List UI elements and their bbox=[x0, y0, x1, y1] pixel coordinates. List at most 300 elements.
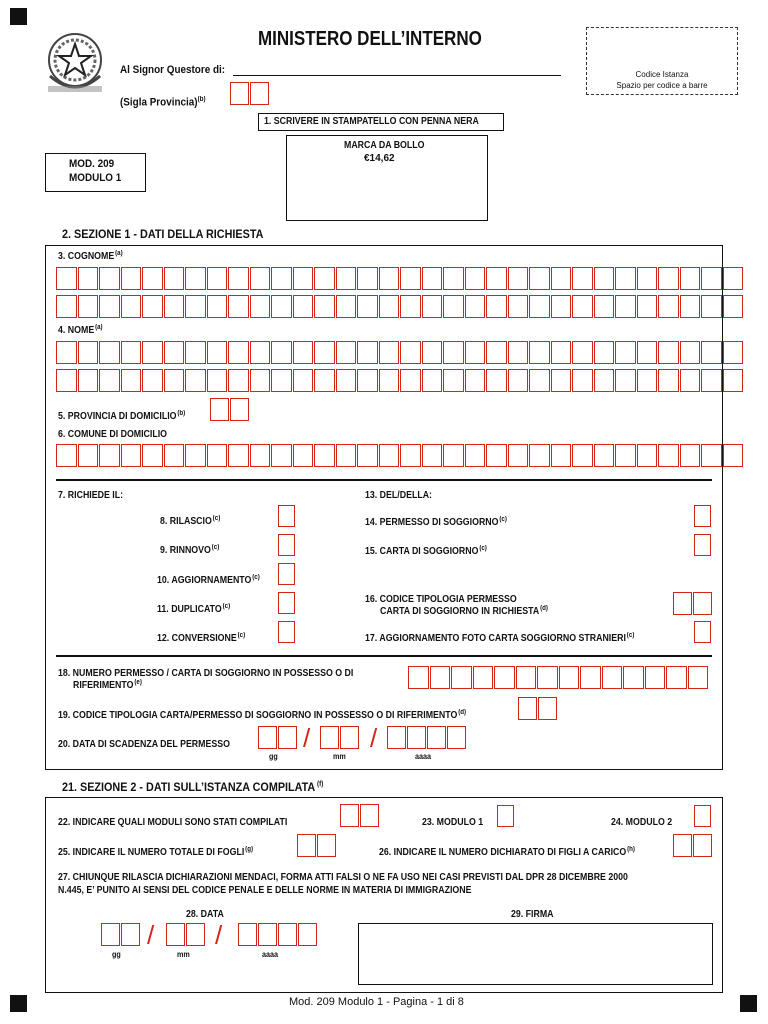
data20-aaaa[interactable] bbox=[387, 726, 466, 749]
conversione-checkbox[interactable] bbox=[278, 621, 295, 643]
char-box[interactable] bbox=[580, 666, 601, 689]
date-separator: / bbox=[147, 920, 155, 950]
cod19-boxes[interactable] bbox=[518, 697, 557, 720]
fogli25-text: 25. INDICARE IL NUMERO TOTALE DI FOGLI bbox=[58, 847, 245, 858]
cod19-note: (d) bbox=[458, 709, 467, 716]
char-box[interactable] bbox=[422, 341, 443, 364]
char-box[interactable] bbox=[701, 295, 722, 318]
char-box[interactable] bbox=[357, 295, 378, 318]
char-box[interactable] bbox=[508, 444, 529, 467]
char-box[interactable] bbox=[443, 444, 464, 467]
char-box[interactable] bbox=[56, 341, 77, 364]
char-box[interactable] bbox=[228, 295, 249, 318]
char-box[interactable] bbox=[207, 295, 228, 318]
figli26-text: 26. INDICARE IL NUMERO DICHIARATO DI FIGLI A CARICO bbox=[379, 847, 627, 858]
char-box[interactable] bbox=[400, 341, 421, 364]
char-box[interactable] bbox=[486, 341, 507, 364]
data28-mm[interactable] bbox=[166, 923, 205, 946]
char-box[interactable] bbox=[637, 267, 658, 290]
data20-gg[interactable] bbox=[258, 726, 297, 749]
char-box[interactable] bbox=[473, 666, 494, 689]
char-box[interactable] bbox=[723, 267, 744, 290]
char-box[interactable] bbox=[230, 398, 249, 421]
emblem-lettering bbox=[48, 86, 102, 92]
char-box[interactable] bbox=[451, 666, 472, 689]
char-box[interactable] bbox=[250, 341, 271, 364]
mm-hint-2: mm bbox=[177, 950, 190, 959]
char-box[interactable] bbox=[186, 923, 205, 946]
char-box[interactable] bbox=[572, 295, 593, 318]
sigla-provincia-boxes[interactable] bbox=[230, 82, 269, 105]
char-box[interactable] bbox=[465, 295, 486, 318]
char-box[interactable] bbox=[723, 295, 744, 318]
char-box[interactable] bbox=[250, 295, 271, 318]
char-box[interactable] bbox=[250, 82, 269, 105]
signature-field[interactable] bbox=[358, 923, 713, 985]
char-box[interactable] bbox=[387, 726, 406, 749]
char-box[interactable] bbox=[465, 341, 486, 364]
registration-mark-bottom-left bbox=[10, 995, 27, 1012]
char-box[interactable] bbox=[164, 267, 185, 290]
char-box[interactable] bbox=[271, 267, 292, 290]
char-box[interactable] bbox=[572, 267, 593, 290]
moduli22-label: 22. INDICARE QUALI MODULI SONO STATI COMPILATI bbox=[58, 817, 288, 828]
stamp-line2: €14,62 bbox=[364, 153, 395, 164]
char-box[interactable] bbox=[250, 444, 271, 467]
section2-title-note: (f) bbox=[317, 781, 324, 788]
codice16-boxes[interactable] bbox=[673, 592, 712, 615]
permesso-note: (c) bbox=[499, 516, 507, 523]
char-box[interactable] bbox=[99, 444, 120, 467]
char-box[interactable] bbox=[701, 444, 722, 467]
char-box[interactable] bbox=[443, 295, 464, 318]
char-box[interactable] bbox=[673, 592, 692, 615]
char-box[interactable] bbox=[465, 267, 486, 290]
char-box[interactable] bbox=[336, 295, 357, 318]
char-box[interactable] bbox=[658, 369, 679, 392]
foto17-checkbox[interactable] bbox=[694, 621, 711, 643]
char-box[interactable] bbox=[680, 369, 701, 392]
char-box[interactable] bbox=[250, 369, 271, 392]
rinnovo-text: 9. RINNOVO bbox=[160, 545, 211, 556]
char-box[interactable] bbox=[228, 341, 249, 364]
char-box[interactable] bbox=[572, 369, 593, 392]
modulo1-checkbox[interactable] bbox=[497, 805, 514, 827]
char-box[interactable] bbox=[508, 267, 529, 290]
sigla-label-text: (Sigla Provincia) bbox=[120, 96, 198, 109]
char-box[interactable] bbox=[238, 923, 257, 946]
moduli22-boxes[interactable] bbox=[340, 804, 379, 827]
char-box[interactable] bbox=[336, 267, 357, 290]
char-box[interactable] bbox=[56, 369, 77, 392]
char-box[interactable] bbox=[723, 341, 744, 364]
char-box[interactable] bbox=[623, 666, 644, 689]
char-box[interactable] bbox=[666, 666, 687, 689]
char-box[interactable] bbox=[56, 267, 77, 290]
char-box[interactable] bbox=[422, 444, 443, 467]
char-box[interactable] bbox=[447, 726, 466, 749]
char-box[interactable] bbox=[693, 592, 712, 615]
char-box[interactable] bbox=[271, 369, 292, 392]
char-box[interactable] bbox=[486, 267, 507, 290]
char-box[interactable] bbox=[486, 295, 507, 318]
rilascio-checkbox[interactable] bbox=[278, 505, 295, 527]
date-separator: / bbox=[215, 920, 223, 950]
char-box[interactable] bbox=[317, 834, 336, 857]
char-box[interactable] bbox=[465, 369, 486, 392]
char-box[interactable] bbox=[293, 369, 314, 392]
char-box[interactable] bbox=[271, 444, 292, 467]
char-box[interactable] bbox=[340, 804, 359, 827]
duplicato-checkbox[interactable] bbox=[278, 592, 295, 614]
char-box[interactable] bbox=[121, 295, 142, 318]
rilascio-text: 8. RILASCIO bbox=[160, 516, 212, 527]
permesso-label bbox=[365, 517, 507, 529]
char-box[interactable] bbox=[701, 369, 722, 392]
char-box[interactable] bbox=[166, 923, 185, 946]
del-label: 13. DEL/DELLA: bbox=[365, 490, 432, 501]
char-box[interactable] bbox=[559, 666, 580, 689]
char-box[interactable] bbox=[508, 341, 529, 364]
char-box[interactable] bbox=[680, 295, 701, 318]
codice16-note: (d) bbox=[540, 605, 548, 612]
char-box[interactable] bbox=[422, 267, 443, 290]
data20-mm[interactable] bbox=[320, 726, 359, 749]
char-box[interactable] bbox=[164, 369, 185, 392]
aggiornamento-checkbox[interactable] bbox=[278, 563, 295, 585]
nome-row-2[interactable] bbox=[56, 369, 743, 392]
char-box[interactable] bbox=[210, 398, 229, 421]
rinnovo-note: (c) bbox=[211, 544, 220, 551]
char-box[interactable] bbox=[529, 267, 550, 290]
char-box[interactable] bbox=[486, 444, 507, 467]
decl27-line2: N.445, E’ PUNITO AI SENSI DEL CODICE PENALE E DELLE NORME IN MATERIA DI IMMIGRAZIONE bbox=[58, 885, 472, 896]
cognome-note: (a) bbox=[115, 250, 123, 257]
char-box[interactable] bbox=[529, 295, 550, 318]
data20-label: 20. DATA DI SCADENZA DEL PERMESSO bbox=[58, 739, 230, 750]
char-box[interactable] bbox=[615, 369, 636, 392]
char-box[interactable] bbox=[693, 834, 712, 857]
char-box[interactable] bbox=[297, 834, 316, 857]
char-box[interactable] bbox=[637, 369, 658, 392]
char-box[interactable] bbox=[121, 369, 142, 392]
char-box[interactable] bbox=[121, 267, 142, 290]
char-box[interactable] bbox=[422, 295, 443, 318]
char-box[interactable] bbox=[230, 82, 249, 105]
mod-line1: MOD. 209 bbox=[69, 158, 115, 170]
char-box[interactable] bbox=[271, 341, 292, 364]
char-box[interactable] bbox=[336, 341, 357, 364]
aggiornamento-note: (c) bbox=[252, 574, 260, 581]
fogli25-label bbox=[58, 847, 253, 859]
modulo2-checkbox[interactable] bbox=[694, 805, 711, 827]
char-box[interactable] bbox=[207, 369, 228, 392]
char-box[interactable] bbox=[250, 267, 271, 290]
cognome-text: 3. COGNOME bbox=[58, 251, 115, 262]
char-box[interactable] bbox=[400, 369, 421, 392]
char-box[interactable] bbox=[228, 267, 249, 290]
rilascio-note: (c) bbox=[212, 515, 221, 522]
num18-text: RIFERIMENTO bbox=[73, 680, 134, 691]
char-box[interactable] bbox=[278, 726, 297, 749]
char-box[interactable] bbox=[258, 726, 277, 749]
nome-text: 4. NOME bbox=[58, 325, 95, 336]
char-box[interactable] bbox=[142, 369, 163, 392]
char-box[interactable] bbox=[228, 444, 249, 467]
char-box[interactable] bbox=[271, 295, 292, 318]
char-box[interactable] bbox=[518, 697, 537, 720]
char-box[interactable] bbox=[701, 341, 722, 364]
char-box[interactable] bbox=[408, 666, 429, 689]
char-box[interactable] bbox=[572, 444, 593, 467]
decl27-line1: 27. CHIUNQUE RILASCIA DICHIARAZIONI MENDACI, FORMA ATTI FALSI O NE FA USO NEI CASI PREVISTI DAL DPR 28 DICEMBRE 2000 bbox=[58, 872, 628, 883]
data28-aaaa[interactable] bbox=[238, 923, 317, 946]
foto17-note: (c) bbox=[626, 632, 635, 639]
codice16-text: CARTA DI SOGGIORNO IN RICHIESTA bbox=[380, 606, 540, 617]
char-box[interactable] bbox=[99, 295, 120, 318]
char-box[interactable] bbox=[443, 267, 464, 290]
data28-label: 28. DATA bbox=[186, 909, 224, 920]
char-box[interactable] bbox=[494, 666, 515, 689]
char-box[interactable] bbox=[278, 923, 297, 946]
char-box[interactable] bbox=[164, 341, 185, 364]
permesso-text: 14. PERMESSO DI SOGGIORNO bbox=[365, 517, 499, 528]
char-box[interactable] bbox=[637, 444, 658, 467]
questore-line[interactable] bbox=[233, 75, 561, 76]
char-box[interactable] bbox=[400, 444, 421, 467]
char-box[interactable] bbox=[594, 295, 615, 318]
char-box[interactable] bbox=[407, 726, 426, 749]
sigla-label bbox=[120, 96, 206, 109]
char-box[interactable] bbox=[551, 267, 572, 290]
char-box[interactable] bbox=[680, 267, 701, 290]
char-box[interactable] bbox=[185, 295, 206, 318]
char-box[interactable] bbox=[430, 666, 451, 689]
gg-hint-2: gg bbox=[112, 950, 121, 959]
char-box[interactable] bbox=[207, 444, 228, 467]
char-box[interactable] bbox=[78, 444, 99, 467]
char-box[interactable] bbox=[529, 444, 550, 467]
char-box[interactable] bbox=[121, 341, 142, 364]
rinnovo-checkbox[interactable] bbox=[278, 534, 295, 556]
char-box[interactable] bbox=[164, 295, 185, 318]
char-box[interactable] bbox=[551, 444, 572, 467]
char-box[interactable] bbox=[673, 834, 692, 857]
char-box[interactable] bbox=[658, 444, 679, 467]
char-box[interactable] bbox=[314, 267, 335, 290]
char-box[interactable] bbox=[207, 267, 228, 290]
char-box[interactable] bbox=[645, 666, 666, 689]
char-box[interactable] bbox=[400, 267, 421, 290]
char-box[interactable] bbox=[320, 726, 339, 749]
char-box[interactable] bbox=[594, 369, 615, 392]
cognome-row-1[interactable] bbox=[56, 267, 743, 290]
figli26-boxes[interactable] bbox=[673, 834, 712, 857]
char-box[interactable] bbox=[99, 369, 120, 392]
section1-frame bbox=[45, 245, 723, 770]
char-box[interactable] bbox=[602, 666, 623, 689]
char-box[interactable] bbox=[680, 444, 701, 467]
char-box[interactable] bbox=[56, 295, 77, 318]
char-box[interactable] bbox=[340, 726, 359, 749]
char-box[interactable] bbox=[443, 341, 464, 364]
char-box[interactable] bbox=[185, 369, 206, 392]
char-box[interactable] bbox=[78, 341, 99, 364]
char-box[interactable] bbox=[551, 341, 572, 364]
conversione-text: 12. CONVERSIONE bbox=[157, 633, 237, 644]
data28-gg[interactable] bbox=[101, 923, 140, 946]
char-box[interactable] bbox=[142, 444, 163, 467]
char-box[interactable] bbox=[336, 444, 357, 467]
char-box[interactable] bbox=[723, 369, 744, 392]
divider-2 bbox=[56, 655, 712, 657]
char-box[interactable] bbox=[465, 444, 486, 467]
char-box[interactable] bbox=[314, 369, 335, 392]
char-box[interactable] bbox=[336, 369, 357, 392]
date-separator: / bbox=[370, 723, 378, 753]
carta-checkbox[interactable] bbox=[694, 534, 711, 556]
sigla-note: (b) bbox=[197, 96, 206, 103]
char-box[interactable] bbox=[379, 444, 400, 467]
char-box[interactable] bbox=[688, 666, 709, 689]
char-box[interactable] bbox=[207, 341, 228, 364]
char-box[interactable] bbox=[357, 369, 378, 392]
char-box[interactable] bbox=[185, 341, 206, 364]
char-box[interactable] bbox=[314, 444, 335, 467]
char-box[interactable] bbox=[594, 341, 615, 364]
char-box[interactable] bbox=[508, 369, 529, 392]
char-box[interactable] bbox=[508, 295, 529, 318]
char-box[interactable] bbox=[185, 444, 206, 467]
char-box[interactable] bbox=[99, 267, 120, 290]
char-box[interactable] bbox=[538, 697, 557, 720]
char-box[interactable] bbox=[443, 369, 464, 392]
marca-da-bollo-box bbox=[286, 135, 488, 221]
char-box[interactable] bbox=[572, 341, 593, 364]
char-box[interactable] bbox=[293, 444, 314, 467]
char-box[interactable] bbox=[723, 444, 744, 467]
carta-label bbox=[365, 546, 487, 558]
char-box[interactable] bbox=[537, 666, 558, 689]
char-box[interactable] bbox=[551, 369, 572, 392]
char-box[interactable] bbox=[314, 341, 335, 364]
char-box[interactable] bbox=[615, 444, 636, 467]
registration-mark-top-left bbox=[10, 8, 27, 25]
char-box[interactable] bbox=[101, 923, 120, 946]
char-box[interactable] bbox=[228, 369, 249, 392]
char-box[interactable] bbox=[427, 726, 446, 749]
char-box[interactable] bbox=[615, 341, 636, 364]
richiede-label: 7. RICHIEDE IL: bbox=[58, 490, 124, 501]
aaaa-hint-2: aaaa bbox=[262, 950, 279, 959]
char-box[interactable] bbox=[516, 666, 537, 689]
barcode-line1: Codice Istanza bbox=[635, 70, 689, 79]
fogli25-boxes[interactable] bbox=[297, 834, 336, 857]
char-box[interactable] bbox=[185, 267, 206, 290]
char-box[interactable] bbox=[293, 295, 314, 318]
char-box[interactable] bbox=[594, 267, 615, 290]
char-box[interactable] bbox=[56, 444, 77, 467]
char-box[interactable] bbox=[637, 341, 658, 364]
instruction-box bbox=[258, 113, 504, 131]
char-box[interactable] bbox=[78, 267, 99, 290]
char-box[interactable] bbox=[615, 267, 636, 290]
nome-row-1[interactable] bbox=[56, 341, 743, 364]
section2-title bbox=[62, 780, 323, 794]
char-box[interactable] bbox=[379, 295, 400, 318]
barcode-area bbox=[586, 27, 738, 95]
nome-label bbox=[58, 325, 103, 337]
char-box[interactable] bbox=[314, 295, 335, 318]
char-box[interactable] bbox=[121, 444, 142, 467]
char-box[interactable] bbox=[422, 369, 443, 392]
char-box[interactable] bbox=[615, 295, 636, 318]
char-box[interactable] bbox=[360, 804, 379, 827]
permesso-checkbox[interactable] bbox=[694, 505, 711, 527]
modulo1-label: 23. MODULO 1 bbox=[422, 817, 484, 828]
char-box[interactable] bbox=[293, 267, 314, 290]
provincia-text: 5. PROVINCIA DI DOMICILIO bbox=[58, 411, 177, 422]
questore-label: Al Signor Questore di: bbox=[120, 64, 226, 76]
char-box[interactable] bbox=[658, 295, 679, 318]
char-box[interactable] bbox=[298, 923, 317, 946]
char-box[interactable] bbox=[637, 295, 658, 318]
char-box[interactable] bbox=[379, 369, 400, 392]
comune-row[interactable] bbox=[56, 444, 743, 467]
char-box[interactable] bbox=[78, 369, 99, 392]
duplicato-text: 11. DUPLICATO bbox=[157, 604, 222, 615]
char-box[interactable] bbox=[486, 369, 507, 392]
char-box[interactable] bbox=[357, 341, 378, 364]
char-box[interactable] bbox=[529, 341, 550, 364]
duplicato-note: (c) bbox=[222, 603, 231, 610]
section1-title: 2. SEZIONE 1 - DATI DELLA RICHIESTA bbox=[62, 227, 264, 241]
char-box[interactable] bbox=[142, 295, 163, 318]
char-box[interactable] bbox=[142, 267, 163, 290]
char-box[interactable] bbox=[142, 341, 163, 364]
char-box[interactable] bbox=[529, 369, 550, 392]
char-box[interactable] bbox=[164, 444, 185, 467]
provincia-boxes[interactable] bbox=[210, 398, 249, 421]
char-box[interactable] bbox=[400, 295, 421, 318]
char-box[interactable] bbox=[701, 267, 722, 290]
char-box[interactable] bbox=[658, 267, 679, 290]
char-box[interactable] bbox=[121, 923, 140, 946]
num18-label-2 bbox=[73, 680, 142, 692]
mod-box bbox=[45, 153, 146, 192]
char-box[interactable] bbox=[680, 341, 701, 364]
rinnovo-label bbox=[160, 545, 219, 557]
char-box[interactable] bbox=[293, 341, 314, 364]
char-box[interactable] bbox=[551, 295, 572, 318]
modulo2-label: 24. MODULO 2 bbox=[611, 817, 673, 828]
char-box[interactable] bbox=[78, 295, 99, 318]
char-box[interactable] bbox=[379, 341, 400, 364]
char-box[interactable] bbox=[658, 341, 679, 364]
num18-label-1: 18. NUMERO PERMESSO / CARTA DI SOGGIORNO IN POSSESSO O DI bbox=[58, 668, 354, 679]
figli26-label bbox=[379, 847, 635, 859]
rilascio-label bbox=[160, 516, 220, 528]
char-box[interactable] bbox=[258, 923, 277, 946]
cognome-row-2[interactable] bbox=[56, 295, 743, 318]
char-box[interactable] bbox=[99, 341, 120, 364]
char-box[interactable] bbox=[357, 267, 378, 290]
cod19-label bbox=[58, 710, 466, 722]
char-box[interactable] bbox=[594, 444, 615, 467]
char-box[interactable] bbox=[357, 444, 378, 467]
num18-boxes[interactable] bbox=[408, 666, 708, 689]
char-box[interactable] bbox=[379, 267, 400, 290]
